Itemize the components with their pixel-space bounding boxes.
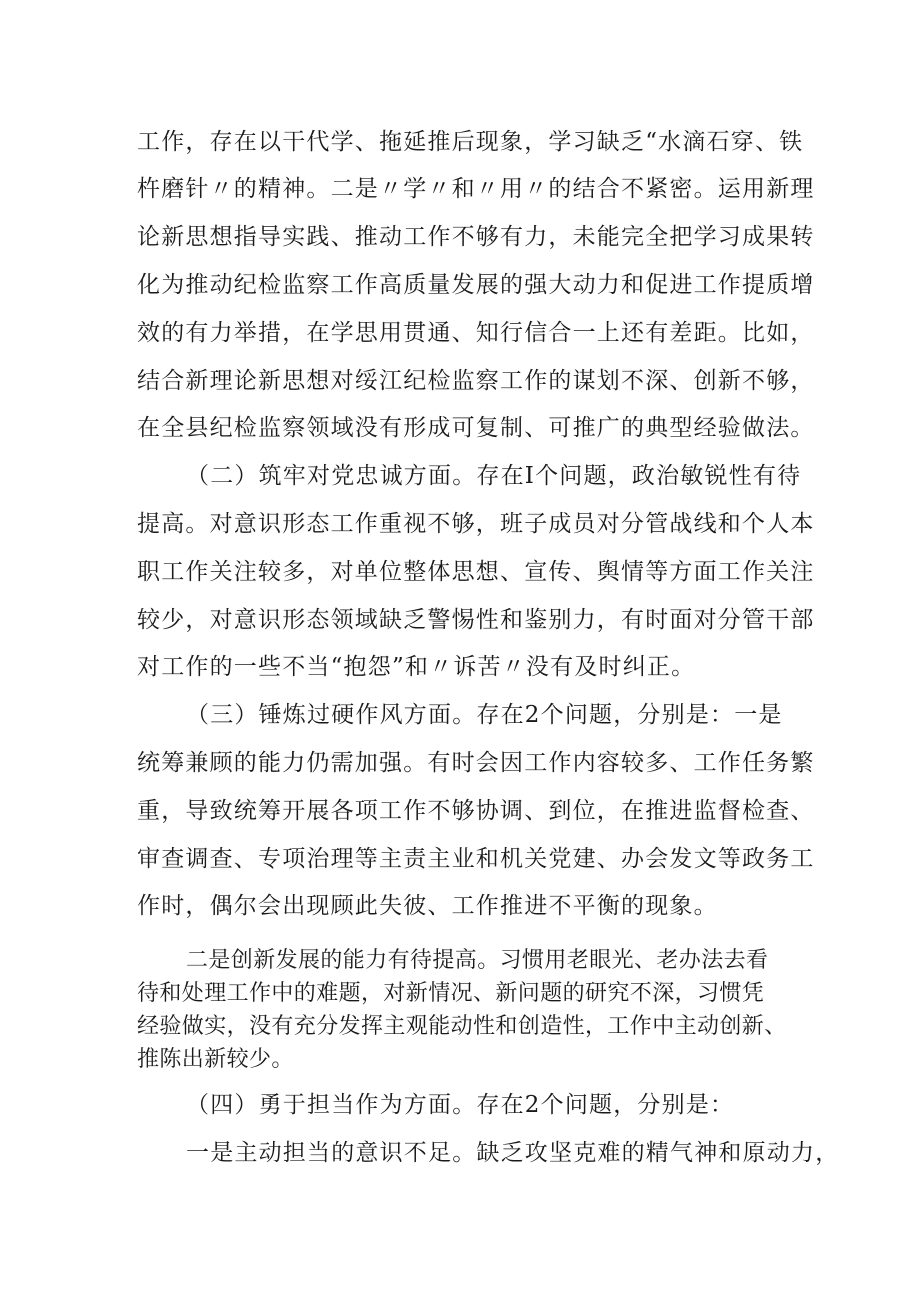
text-line: 待和处理工作中的难题，对新情况、新问题的研究不深，习惯凭 <box>137 981 765 1006</box>
text-line: 在全县纪检监察领域没有形成可复制、可推广的典型经验做法。 <box>137 415 815 441</box>
section-heading-4: （四）勇于担当作为方面。存在2个问题，分别是： <box>186 1092 735 1118</box>
text-line: 结合新理论新思想对绥江纪检监察工作的谋划不深、创新不够， <box>137 368 815 394</box>
text-line: 提高。对意识形态工作重视不够，班子成员对分管战线和个人本 <box>137 511 815 537</box>
paragraph-line: 一是主动担当的意识不足。缺乏攻坚克难的精气神和原动力， <box>186 1140 840 1166</box>
text-line: 工作，存在以干代学、拖延推后现象，学习缺乏“水滴石穿、铁 <box>137 129 804 155</box>
text-line: 作时，偶尔会出现顾此失彼、工作推进不平衡的现象。 <box>137 893 718 919</box>
text-line: 统筹兼顾的能力仍需加强。有时会因工作内容较多、工作任务繁 <box>137 750 815 776</box>
section-heading-2: （二）筑牢对党忠诚方面。存在I个问题，政治敏锐性有待 <box>186 463 802 489</box>
text-line: 杵磨针〃的精神。二是〃学〃和〃用〃的结合不紧密。运用新理 <box>137 176 815 202</box>
text-line: 职工作关注较多，对单位整体思想、宣传、舆情等方面工作关注 <box>137 559 815 585</box>
text-line: 效的有力举措，在学思用贯通、知行信合一上还有差距。比如， <box>137 320 815 346</box>
text-line: 经验做实，没有充分发挥主观能动性和创造性，工作中主动创新、 <box>137 1014 787 1039</box>
text-line: 重，导致统筹开展各项工作不够协调、到位，在推进监督检查、 <box>137 798 815 824</box>
text-line: 论新思想指导实践、推动工作不够有力，未能完全把学习成果转 <box>137 224 815 250</box>
section-heading-3: （三）锤炼过硬作风方面。存在2个问题，分别是：一是 <box>186 702 783 728</box>
text-line: 推陈出新较少。 <box>137 1047 294 1072</box>
paragraph-line: 二是创新发展的能力有待提高。习惯用老眼光、老办法去看 <box>186 948 769 973</box>
text-line: 对工作的一些不当“抱怨”和〃诉苦〃没有及时纠正。 <box>137 654 696 680</box>
text-line: 化为推动纪检监察工作高质量发展的强大动力和促进工作提质增 <box>137 272 815 298</box>
text-line: 审查调查、专项治理等主责主业和机关党建、办会发文等政务工 <box>137 846 815 872</box>
text-line: 较少，对意识形态领域缺乏警惕性和鉴别力，有时面对分管干部 <box>137 607 815 633</box>
